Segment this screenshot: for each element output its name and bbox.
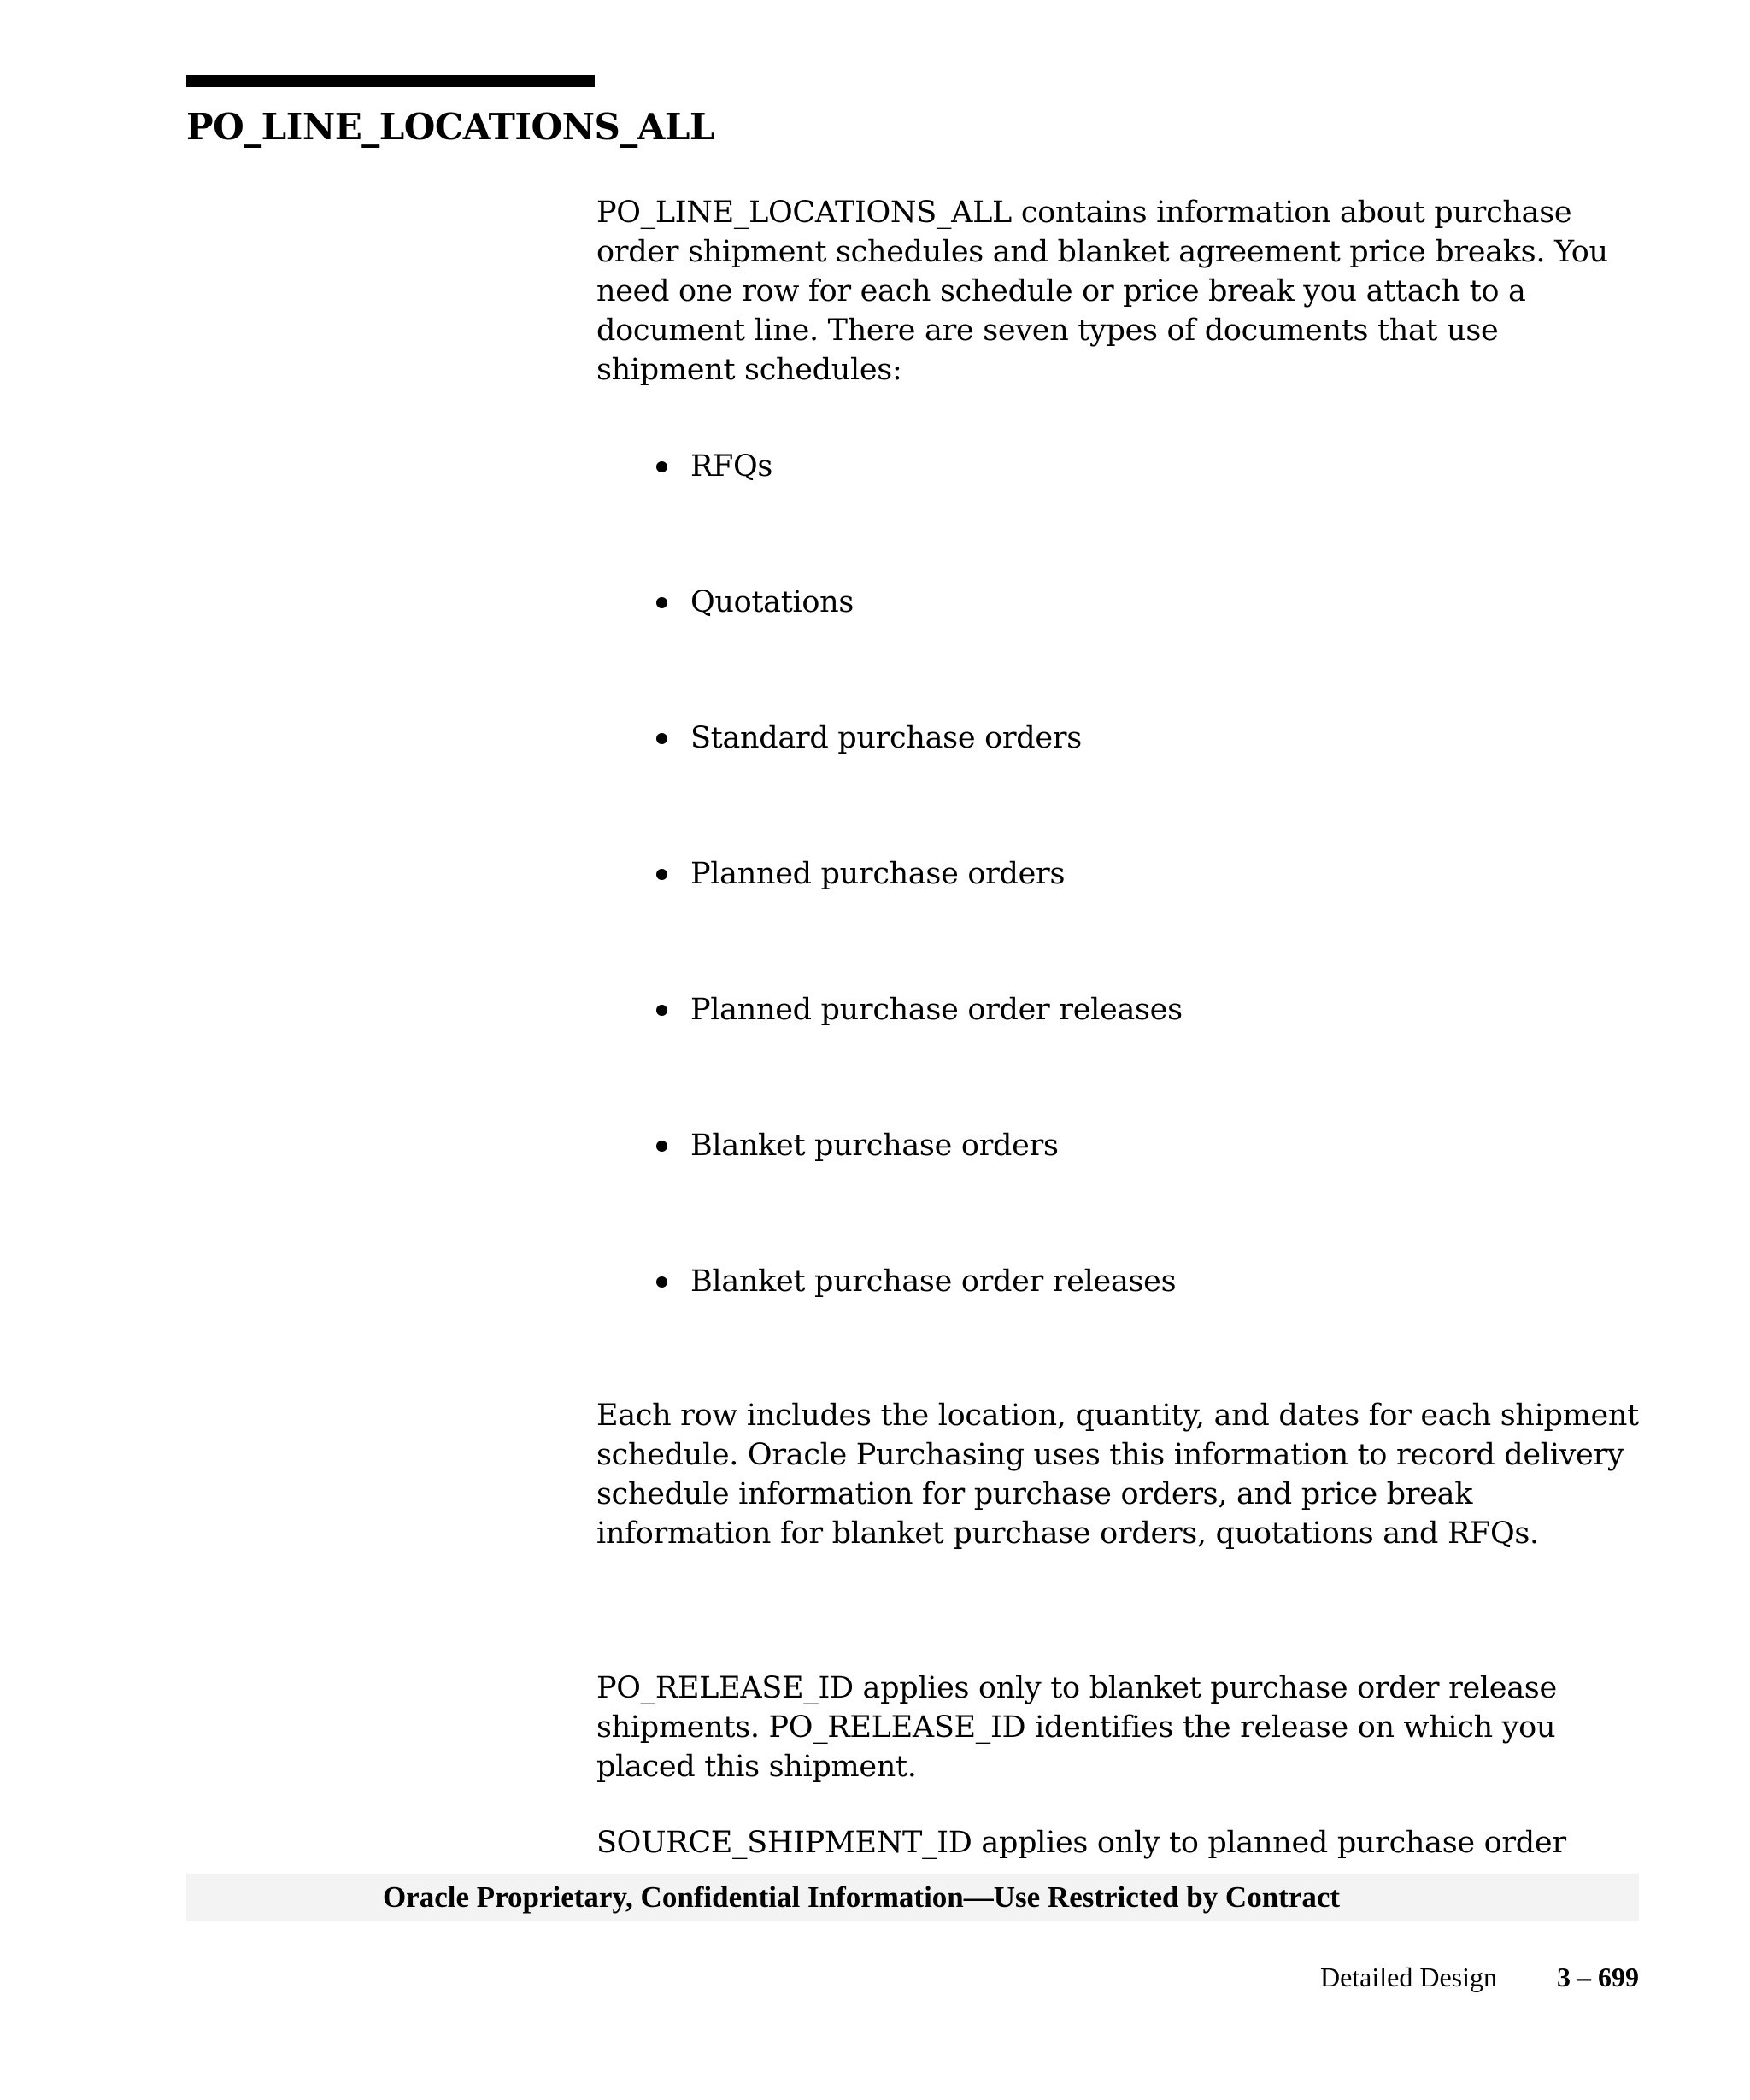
shipment-row-paragraph: Each row includes the location, quantity, and dates for each shipment schedule. Oracle Purchasing uses this information to record delivery schedule information for purchase orders, and price break information for blanket purchase orders, quotations and RFQs. — [596, 1399, 1639, 1551]
page-title: PO_LINE_LOCATIONS_ALL — [186, 106, 714, 148]
bullet-icon — [656, 733, 667, 744]
bullet-icon — [656, 869, 667, 880]
bullet-icon — [656, 1141, 667, 1152]
bullet-icon — [656, 461, 667, 472]
release-id-paragraph: PO_RELEASE_ID applies only to blanket purchase order release shipments. PO_RELEASE_ID identifies the release on which you placed this shipment. — [596, 1671, 1557, 1784]
confidentiality-banner — [186, 1874, 1639, 1921]
heading-rule — [186, 75, 595, 87]
confidentiality-notice: Oracle Proprietary, Confidential Information––Use Restricted by Contract — [382, 1880, 1341, 1914]
source-shipment-paragraph: SOURCE_SHIPMENT_ID applies only to planned purchase order — [596, 1826, 1566, 1860]
page-footer — [1320, 1962, 1639, 1993]
bullet-icon — [656, 1276, 667, 1288]
intro-paragraph: PO_LINE_LOCATIONS_ALL contains information about purchase order shipment schedules and blanket agreement price breaks. You need one row for each schedule or price break you attach to a document line. There are seven types of documents that use shipment schedules: — [596, 196, 1608, 387]
page-number: 3 – 699 — [1557, 1962, 1639, 1992]
bullet-icon — [656, 597, 667, 608]
section-name: Detailed Design — [1319, 1962, 1497, 1992]
bullet-icon — [656, 1005, 667, 1016]
